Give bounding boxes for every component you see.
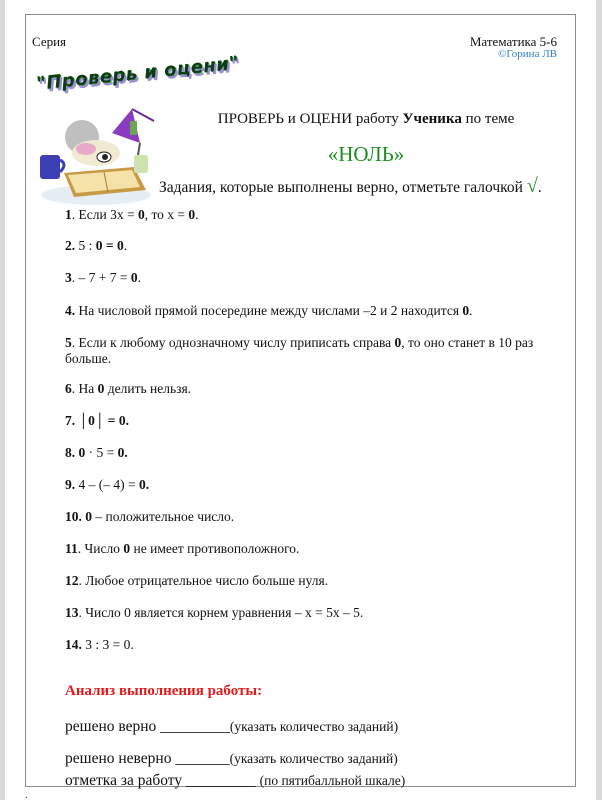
task-item[interactable]	[65, 573, 570, 589]
task-text: . На	[71, 381, 98, 396]
task-item[interactable]	[65, 335, 570, 367]
task-number: 4.	[65, 303, 76, 318]
task-text: 0	[188, 207, 196, 222]
task-item[interactable]	[65, 605, 570, 621]
page-margin-right	[596, 0, 602, 800]
task-text: 3 : 3 = 0.	[81, 637, 134, 652]
intro-line	[176, 111, 556, 128]
instruction-line	[159, 175, 542, 198]
task-text: │0│ = 0.	[75, 413, 129, 428]
task-text: 0	[394, 335, 402, 350]
instruction-text: Задания, которые выполнены верно, отметьте галочкой	[159, 179, 527, 196]
checkmark-icon: √	[526, 175, 538, 197]
task-item[interactable]	[65, 413, 570, 429]
task-text: делить нельзя.	[104, 381, 192, 396]
wordart-title: "Проверь и оцени"	[35, 52, 241, 95]
task-number: 3	[65, 270, 72, 285]
task-text: .	[123, 238, 128, 253]
task-text: 5 :	[75, 238, 96, 253]
topic-title: «НОЛЬ»	[327, 142, 405, 166]
student-at-desk-illustration	[34, 95, 159, 210]
task-text: 0	[75, 445, 86, 460]
task-item[interactable]	[65, 477, 570, 493]
analysis-hint: (указать количество заданий)	[229, 719, 399, 734]
task-number: 1	[65, 207, 72, 222]
analysis-row-correct[interactable]	[65, 718, 398, 736]
task-item[interactable]	[65, 207, 570, 223]
task-number: 12	[65, 573, 79, 588]
task-text: . Число	[77, 541, 124, 556]
subject-label: Математика 5-6	[469, 34, 557, 49]
analysis-label: решено неверно _______	[65, 750, 230, 767]
intro-prefix: ПРОВЕРЬ и ОЦЕНИ работу	[217, 111, 403, 127]
task-text: . Если к любому однозначному числу приписать справа	[71, 335, 395, 350]
intro-suffix: по теме	[461, 111, 515, 127]
task-text: . – 7 + 7 =	[71, 270, 131, 285]
task-number: 2.	[65, 238, 76, 253]
task-text: , то х =	[144, 207, 189, 222]
task-item[interactable]	[65, 238, 570, 254]
analysis-hint: (по пятибалльной шкале)	[259, 773, 406, 788]
task-number: 9.	[65, 477, 76, 492]
analysis-title: Анализ выполнения работы:	[65, 683, 263, 699]
task-text: · 5 =	[85, 445, 118, 460]
task-text: 4 – (– 4) =	[75, 477, 139, 492]
task-text: . Любое отрицательное число больше нуля.	[78, 573, 329, 588]
task-item[interactable]	[65, 541, 570, 557]
page-margin-left	[0, 0, 5, 800]
intro-bold-student: Ученика	[402, 111, 462, 127]
task-text: 0.	[117, 445, 128, 460]
task-text: 0.	[138, 477, 150, 492]
task-item[interactable]	[65, 637, 570, 653]
task-text: 0	[123, 541, 131, 556]
task-text: не имеет противоположного.	[130, 541, 300, 556]
task-item[interactable]	[65, 381, 570, 397]
task-number: 10. 0	[65, 509, 92, 524]
task-number: 6	[65, 381, 72, 396]
task-number: 14.	[65, 637, 82, 652]
analysis-row-grade[interactable]	[65, 772, 405, 790]
task-text: .	[469, 303, 473, 318]
task-number: 11	[65, 541, 78, 556]
pencil-cup-icon	[134, 155, 148, 173]
task-number: 7.	[65, 413, 76, 428]
analysis-label: решено верно _________	[65, 718, 230, 735]
task-text: 0	[462, 303, 470, 318]
worksheet-page	[25, 14, 576, 787]
task-text: На числовой прямой посередине между числами –2 и 2 находится	[75, 303, 463, 318]
author-copyright: ©Горина ЛВ	[498, 48, 557, 60]
task-item[interactable]	[65, 509, 570, 525]
task-item[interactable]	[65, 270, 570, 286]
mug-icon	[40, 155, 60, 179]
task-number: 5	[65, 335, 72, 350]
task-text: , то оно станет в 10 раз больше.	[65, 335, 534, 366]
task-text: .	[195, 207, 199, 222]
task-text: 0	[97, 381, 105, 396]
analysis-row-incorrect[interactable]	[65, 750, 398, 768]
task-item[interactable]	[65, 445, 570, 461]
analysis-hint: (указать количество заданий)	[229, 751, 398, 766]
task-text: – положительное число.	[92, 509, 235, 524]
task-text: 0	[130, 270, 138, 285]
task-text: .	[137, 270, 141, 285]
analysis-label: отметка за работу _________	[65, 772, 260, 789]
task-text: 0 = 0	[95, 238, 124, 253]
task-text: . Если 3х =	[71, 207, 138, 222]
task-number: 13	[65, 605, 79, 620]
task-number: 8.	[65, 445, 76, 460]
task-text: . Число 0 является корнем уравнения – х = 5х – 5.	[78, 605, 364, 620]
task-item[interactable]	[65, 303, 570, 319]
footer-mark: .	[25, 790, 28, 801]
instruction-period: .	[537, 179, 542, 196]
series-label: Серия	[32, 34, 67, 49]
task-text: 0	[137, 207, 145, 222]
